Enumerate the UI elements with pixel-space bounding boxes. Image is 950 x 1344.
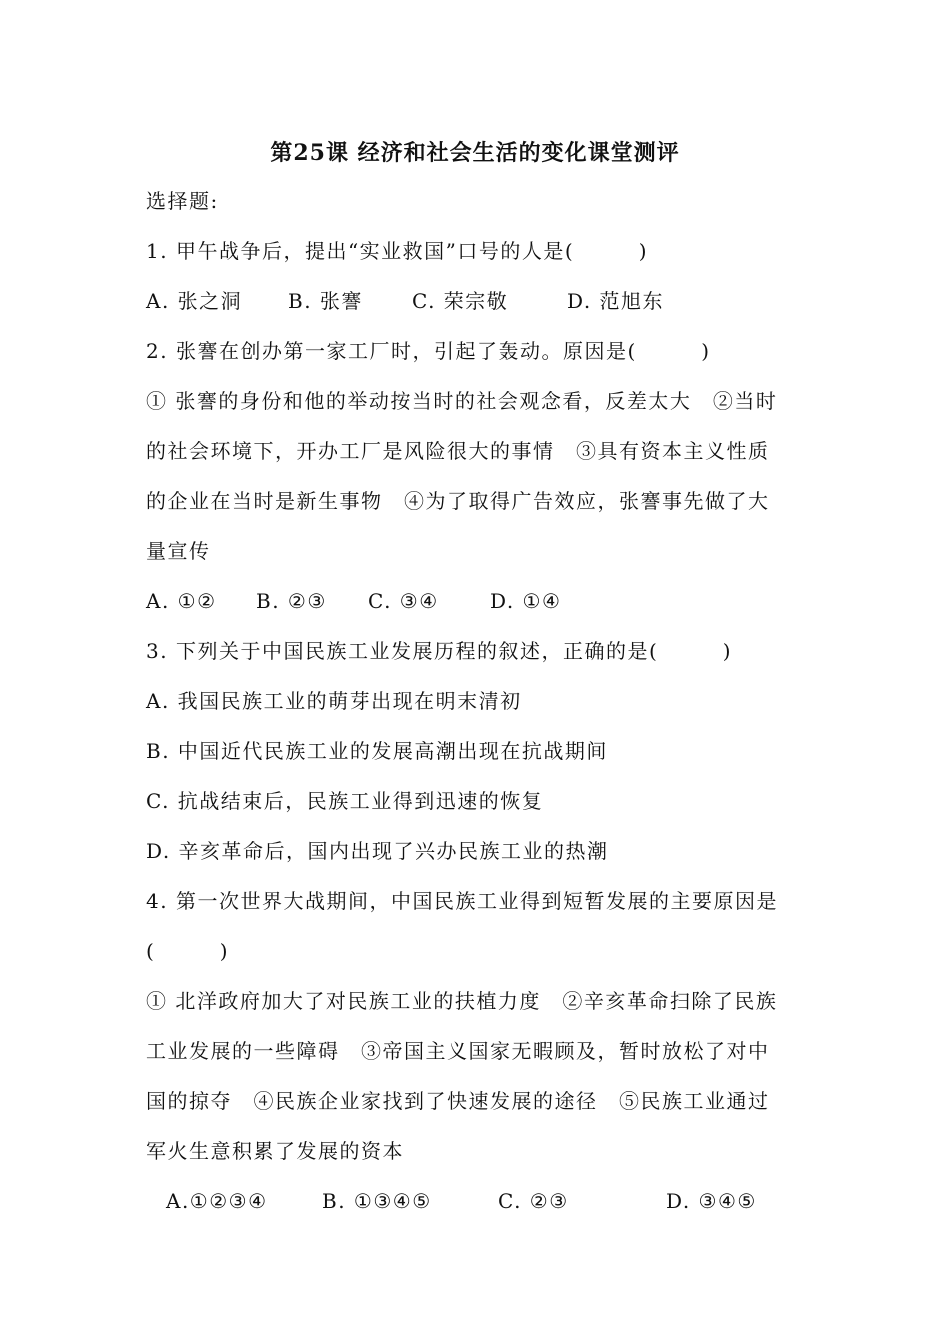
question-4-statement-line: 军火生意积累了发展的资本 (146, 1139, 404, 1163)
question-4-statement-line: ① 北洋政府加大了对民族工业的扶植力度 ②辛亥革命扫除了民族 (146, 989, 778, 1013)
question-3-option-c: C. 抗战结束后，民族工业得到迅速的恢复 (146, 789, 544, 813)
option-b: B. 张謇 (288, 289, 363, 313)
option-b: B. ②③ (256, 589, 327, 613)
question-2-statement-line: 的社会环境下，开办工厂是风险很大的事情 ③具有资本主义性质 (146, 439, 770, 463)
option-a: A. 张之洞 (146, 289, 243, 313)
question-4-options (166, 1186, 757, 1216)
question-1-stem: 1. 甲午战争后，提出“实业救国”口号的人是( ) (146, 239, 648, 263)
question-4-stem: 4. 第一次世界大战期间，中国民族工业得到短暂发展的主要原因是 (146, 889, 778, 913)
option-b: B. ①③④⑤ (322, 1189, 432, 1213)
option-a: A.①②③④ (166, 1189, 268, 1213)
section-heading: 选择题: (146, 189, 219, 213)
question-2-statement-line: 量宣传 (146, 539, 211, 563)
page-title: 第25课 经济和社会生活的变化课堂测评 (270, 140, 680, 166)
question-2-stem: 2. 张謇在创办第一家工厂时，引起了轰动。原因是( ) (146, 339, 711, 363)
option-c: C. ③④ (368, 589, 439, 613)
question-2-options (146, 586, 561, 616)
question-3-stem: 3. 下列关于中国民族工业发展历程的叙述，正确的是( ) (146, 639, 733, 663)
question-3-option-b: B. 中国近代民族工业的发展高潮出现在抗战期间 (146, 739, 608, 763)
option-d: D. ①④ (490, 589, 562, 613)
question-3-option-a: A. 我国民族工业的萌芽出现在明末清初 (146, 689, 522, 713)
question-2-statement-line: ① 张謇的身份和他的举动按当时的社会观念看，反差太大 ②当时 (146, 389, 778, 413)
question-4-statement-line: 工业发展的一些障碍 ③帝国主义国家无暇顾及，暂时放松了对中 (146, 1039, 770, 1063)
question-2-statement-line: 的企业在当时是新生事物 ④为了取得广告效应，张謇事先做了大 (146, 489, 770, 513)
option-d: D. 范旭东 (567, 289, 665, 313)
option-c: C. ②③ (498, 1189, 569, 1213)
option-a: A. ①② (146, 589, 217, 613)
option-d: D. ③④⑤ (666, 1189, 757, 1213)
question-3-option-d: D. 辛亥革命后，国内出现了兴办民族工业的热潮 (146, 839, 609, 863)
question-4-statement-line: 国的掠夺 ④民族企业家找到了快速发展的途径 ⑤民族工业通过 (146, 1089, 770, 1113)
option-c: C. 荣宗敬 (412, 289, 509, 313)
question-4-stem-bracket: ( ) (146, 939, 230, 963)
question-1-options (146, 286, 664, 316)
